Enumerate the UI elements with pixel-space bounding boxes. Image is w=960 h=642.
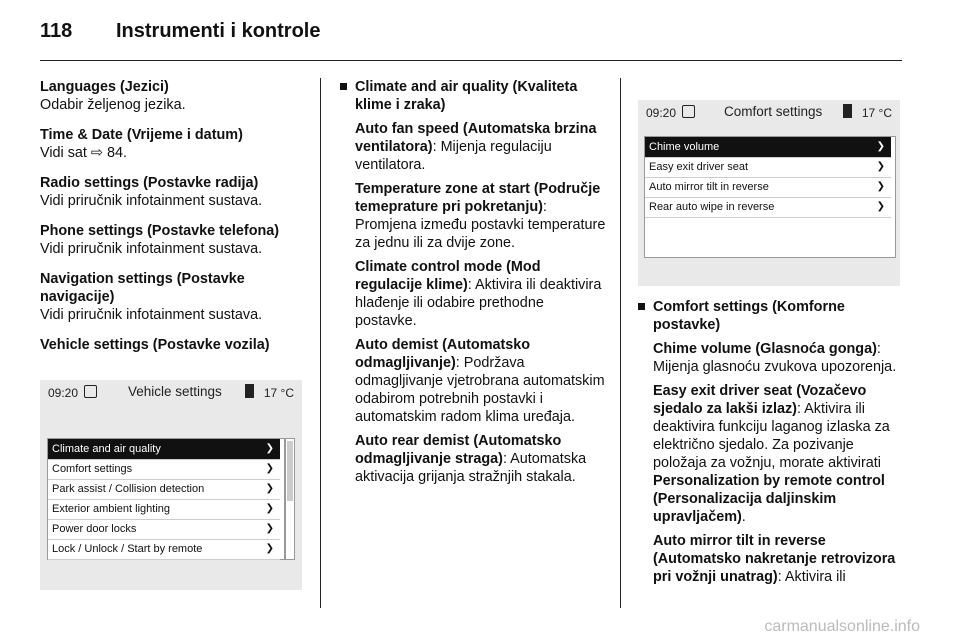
item-mirror-tilt: Auto mirror tilt in reverse (Automatsko nakretanje retrovizora pri vožnji unatrag): Aktivira ili [653, 533, 896, 585]
bullet-square-icon [638, 303, 645, 310]
chevron-right-icon: ❯ [265, 443, 274, 454]
section-title: Languages (Jezici) [40, 79, 169, 95]
item-easy-exit: Easy exit driver seat (Vozačevo sjedalo za lakši izlaz): Aktivira ili deaktivira funkciju laganog izlaska za električno sjedalo. Za pozivanje položaja za vožnju, morate aktivirati Personalization by remote control (Personalizacija daljinskim upravljačem). [653, 383, 890, 525]
menu-item-park-assist[interactable]: Park assist / Collision detection ❯ [48, 479, 280, 500]
screen-title: Vehicle settings [128, 384, 222, 399]
item-temp-zone: Temperature zone at start (Područje temeprature pri pokretanju): Promjena između postavki temperature za jednu ili za dvije zone. [355, 181, 606, 251]
section-body: Vidi priručnik infotainment sustava. [40, 307, 263, 323]
clock-icon [84, 385, 97, 398]
temperature: 17 °C [861, 106, 892, 120]
page-header [40, 18, 902, 61]
section-body: Vidi priručnik infotainment sustava. [40, 193, 263, 209]
section-title: Phone settings (Postavke telefona) [40, 223, 280, 239]
item-rear-demist: Auto rear demist (Automatsko odmagljivanje straga): Automatska aktivacija grijanja stražnjih stakala. [355, 433, 587, 485]
clock: 09:20 [48, 386, 79, 400]
temperature-icon [843, 104, 852, 118]
temperature-icon [245, 384, 254, 398]
climate-items [340, 120, 606, 486]
section-body: Vidi sat ⇨ 84. [40, 145, 127, 161]
menu-item-chime[interactable]: Chime volume ❯ [645, 137, 891, 158]
bullet-comfort [638, 298, 902, 334]
chevron-right-icon: ❯ [265, 543, 274, 554]
scrollbar[interactable] [285, 438, 295, 560]
bullet-heading: Climate and air quality (Kvaliteta klime i zraka) [355, 79, 578, 113]
screen-status-bar [638, 100, 900, 124]
item-fan-speed: Auto fan speed (Automatska brzina ventilatora): Mijenja regulaciju ventilatora. [355, 121, 597, 173]
chevron-right-icon: ❯ [876, 181, 885, 192]
bullet-heading: Comfort settings (Komforne postavke) [653, 299, 845, 333]
chevron-right-icon: ❯ [876, 141, 885, 152]
menu-item-comfort[interactable]: Comfort settings ❯ [48, 459, 280, 480]
section-vehicle [40, 336, 310, 354]
section-radio [40, 174, 310, 210]
chevron-right-icon: ❯ [265, 483, 274, 494]
item-climate-mode: Climate control mode (Mod regulacije klime): Aktivira ili deaktivira hlađenje ili odabire prethodne postavke. [355, 259, 602, 329]
section-body: Vidi priručnik infotainment sustava. [40, 241, 263, 257]
column-divider-1 [320, 78, 321, 608]
column-middle [340, 78, 606, 492]
chevron-right-icon: ❯ [876, 201, 885, 212]
menu-item-ambient-lighting[interactable]: Exterior ambient lighting ❯ [48, 499, 280, 520]
menu-list [47, 438, 285, 560]
bullet-climate [340, 78, 606, 114]
screen-title: Comfort settings [724, 104, 823, 119]
section-languages [40, 78, 310, 114]
page-title: Instrumenti i kontrole [116, 20, 321, 42]
section-time-date [40, 126, 310, 162]
menu-item-door-locks[interactable]: Power door locks ❯ [48, 519, 280, 540]
section-navigation [40, 270, 310, 324]
scrollbar-thumb[interactable] [287, 441, 293, 501]
section-phone [40, 222, 310, 258]
chevron-right-icon: ❯ [876, 161, 885, 172]
section-body: Odabir željenog jezika. [40, 97, 186, 113]
chevron-right-icon: ❯ [265, 503, 274, 514]
menu-item-remote[interactable]: Lock / Unlock / Start by remote ❯ [48, 539, 280, 560]
column-right [638, 298, 902, 592]
section-title: Vehicle settings (Postavke vozila) [40, 337, 270, 353]
section-title: Time & Date (Vrijeme i datum) [40, 127, 243, 143]
temperature: 17 °C [263, 386, 294, 400]
column-divider-2 [620, 78, 621, 608]
watermark: carmanualsonline.info [764, 618, 920, 635]
section-title: Navigation settings (Postavke navigacije) [40, 271, 245, 305]
bullet-square-icon [340, 83, 347, 90]
menu-list [644, 136, 896, 258]
comfort-settings-screen [638, 100, 900, 286]
chevron-right-icon: ❯ [265, 523, 274, 534]
menu-item-mirror-tilt[interactable]: Auto mirror tilt in reverse ❯ [645, 177, 891, 198]
menu-item-easy-exit[interactable]: Easy exit driver seat ❯ [645, 157, 891, 178]
vehicle-settings-screen [40, 380, 302, 590]
screen-status-bar [40, 380, 302, 404]
item-chime: Chime volume (Glasnoća gonga): Mijenja glasnoću zvukova upozorenja. [653, 341, 897, 375]
menu-item-climate[interactable]: Climate and air quality ❯ [48, 439, 280, 460]
menu-item-rear-wipe[interactable]: Rear auto wipe in reverse ❯ [645, 197, 891, 218]
comfort-items [638, 340, 902, 586]
chevron-right-icon: ❯ [265, 463, 274, 474]
column-left [40, 78, 310, 366]
item-auto-demist: Auto demist (Automatsko odmagljivanje): Podržava odmagljivanje vjetrobrana automatskim odabirom potrebnih postavki i automatskim radom klima uređaja. [355, 337, 605, 425]
clock: 09:20 [646, 106, 677, 120]
page-number: 118 [40, 20, 73, 42]
clock-icon [682, 105, 695, 118]
section-title: Radio settings (Postavke radija) [40, 175, 259, 191]
